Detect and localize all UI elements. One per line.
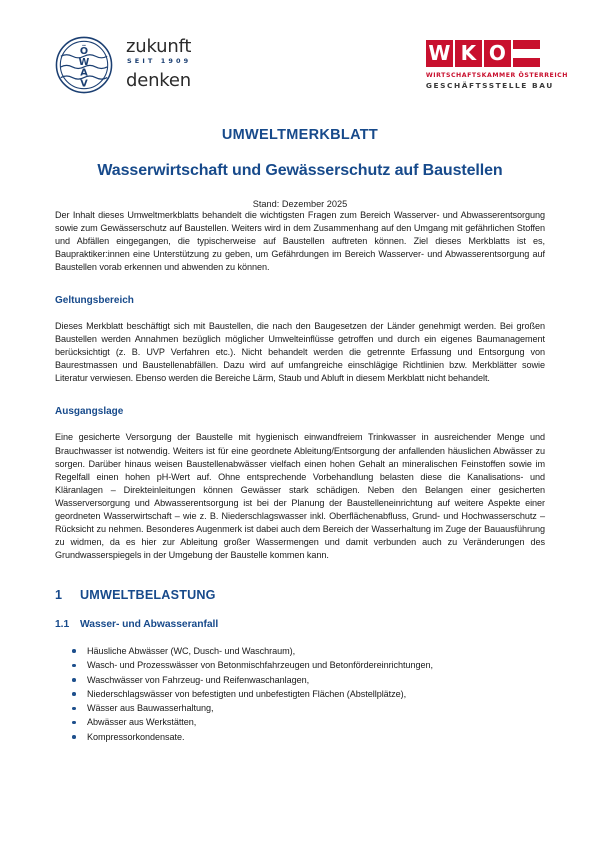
wko-letter-w: W	[426, 40, 453, 67]
oewav-circle-icon	[55, 36, 113, 94]
list-item: Wasch- und Prozesswässer von Betonmischfahrzeugen und Betonfördereinrichtungen,	[72, 658, 545, 672]
wko-letter-k: K	[455, 40, 482, 67]
chapter-number: 1	[55, 587, 63, 602]
svg-text:A: A	[80, 67, 88, 79]
section-heading-ausgangslage: Ausgangslage	[55, 406, 124, 418]
zukunft-word: zukunft	[126, 35, 192, 57]
wko-subtitle-line2: GESCHÄFTSSTELLE BAU	[425, 81, 554, 90]
document-date: Stand: Dezember 2025	[252, 199, 348, 209]
subchapter-heading-1-1	[55, 619, 545, 630]
svg-text:W: W	[78, 57, 90, 68]
document-content	[0, 127, 600, 744]
wasser-abwasseranfall-list	[55, 644, 545, 744]
wko-logo	[425, 40, 568, 90]
chapter-heading-1	[55, 588, 545, 602]
list-item: Waschwässer von Fahrzeug- und Reifenwaschanlagen,	[72, 673, 545, 687]
wko-letter-blocks	[426, 40, 568, 67]
svg-text:V: V	[80, 78, 88, 90]
section-text-geltungsbereich: Dieses Merkblatt beschäftigt sich mit Baustellen, die nach den Baugesetzen der Länder genehmigt werden. Bei großen Baustellen werden Annahmen bezüglich möglicher Umwelteinflüsse getroffen und durch ein eigenes Baumanagement berücksichtigt (z. B. UVP Verfahren etc.). Nicht behandelt werden die getrennte Erfassung und Entsorgung von Baurestmassen und Baustellenabfällen. Dazu wird auf umfangreiche einschlägige Richtlinien bzw. Merkblätter sowie Literatur verwiesen. Ebenso werden die Bereiche Lärm, Staub und Abluft in diesem Merkblatt nicht behandelt.	[55, 321, 545, 384]
seit-1909-tagline: SEIT 1909	[127, 56, 192, 65]
chapter-title: UMWELTBELASTUNG	[80, 587, 216, 602]
subchapter-number: 1.1	[55, 618, 70, 630]
list-item: Niederschlagswässer von befestigten und unbefestigten Flächen (Abstellplätze),	[72, 687, 545, 701]
wko-letter-o: O	[484, 40, 511, 67]
svg-text:Ö: Ö	[79, 45, 89, 57]
list-item: Wässer aus Bauwasserhaltung,	[72, 701, 545, 715]
document-subtitle: Wasserwirtschaft und Gewässerschutz auf Baustellen	[97, 162, 503, 179]
denken-word: denken	[126, 70, 191, 92]
intro-paragraph: Der Inhalt dieses Umweltmerkblatts behandelt die wichtigsten Fragen zum Bereich Wasserver- und Abwasserentsorgung sowie zum Gewässerschutz auf Baustellen. Weiters wird in dem Zusammenhang auf den Umgang mit gefährlichen Stoffen und Abfällen eingegangen, die typischerweise auf Baustellen auftreten können. Ziel dieses Merkblatts ist es, Baupraktiker:innen eine Unterstützung zu geben, um Gefährdungen im Bereich Wasserver- und Abwasserentsorgung auf Baustellen vorab erkennen und abwenden zu können.	[55, 210, 545, 273]
section-text-ausgangslage: Eine gesicherte Versorgung der Baustelle mit hygienisch einwandfreiem Trinkwasser in ausreichender Menge und Brauchwasser ist notwendig. Weiters ist für eine geordnete Ableitung/Entsorgung der anfallenden häuslichen Abwässer zu sorgen. Darüber hinaus weisen Baustellenabwässer vielfach einen hohen Gehalt an mineralischen Feinstoffen sowie im Regelfall einen hohen pH-Wert auf. Ohne entsprechende Vorbehandlung belasten diese die Kanalisations- und Kläranlagen – Direkteinleitungen können Gewässer stark schädigen. Neben den Belangen einer gesicherten Wasserversorgung und Abwasserentsorgung ist bei der Planung der Baustelleneinrichtung auf weitere Aspekte einer geordneten Wasserwirtschaft – wie z. B. Niederschlagswasser inkl. Oberflächenabfluss, Grund- und Hochwasserschutz – Rücksicht zu nehmen. Besonderes Augenmerk ist dabei auch dem Bereich der Wasserhaltung im Zuge der Bauausführung zu widmen, da es hier zur Ableitung großer Wassermengen und damit verbunden auch zu Veränderungen des Grundwasserspiegels in der Umgebung der Baustelle kommen kann.	[55, 432, 545, 560]
austrian-flag-icon	[513, 40, 540, 67]
document-header	[0, 0, 600, 105]
subchapter-title: Wasser- und Abwasseranfall	[80, 618, 219, 630]
list-item: Häusliche Abwässer (WC, Dusch- und Waschraum),	[72, 644, 545, 658]
section-heading-geltungsbereich: Geltungsbereich	[55, 295, 134, 307]
list-item: Kompressorkondensate.	[72, 730, 545, 744]
oewav-logo	[55, 36, 191, 94]
document-title: UMWELTMERKBLATT	[221, 127, 379, 143]
zukunft-denken-wordmark	[126, 35, 192, 93]
wko-subtitle-line1: WIRTSCHAFTSKAMMER ÖSTERREICH	[425, 72, 568, 79]
list-item: Abwässer aus Werkstätten,	[72, 715, 545, 729]
